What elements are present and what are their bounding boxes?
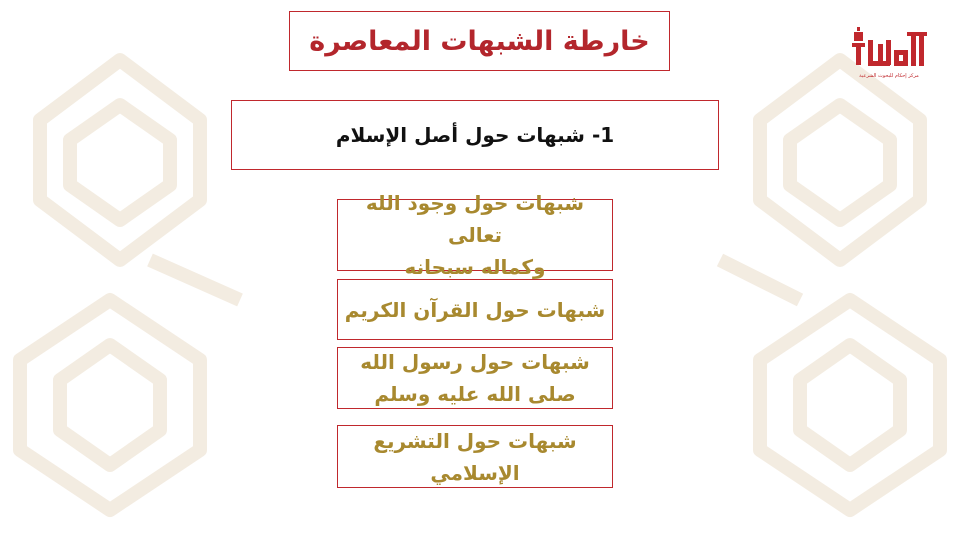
section-box [231,100,719,170]
topic-line: صلى الله عليه وسلم [374,382,576,406]
topic-item [337,347,613,409]
topic-line: شبهات حول القرآن الكريم [344,297,606,322]
topic-line: شبهات حول وجود الله تعالى [365,191,585,247]
map-title-box [289,11,670,71]
topic-item [337,191,613,279]
topic-item [337,425,613,488]
topic-line: وكماله سبحانه [404,255,546,279]
map-title: خارطة الشبهات المعاصرة [309,25,650,57]
logo [848,26,930,92]
logo-mark [848,26,930,72]
topic-line: الإسلامي [430,460,520,485]
topic-item [337,279,613,340]
logo-subtitle: مركز إحكام للبحوث الشرعية [859,73,919,79]
topic-line: شبهات حول رسول الله [360,350,590,374]
topic-line: شبهات حول التشريع [373,428,577,453]
section-heading: 1- شبهات حول أصل الإسلام [335,123,615,147]
